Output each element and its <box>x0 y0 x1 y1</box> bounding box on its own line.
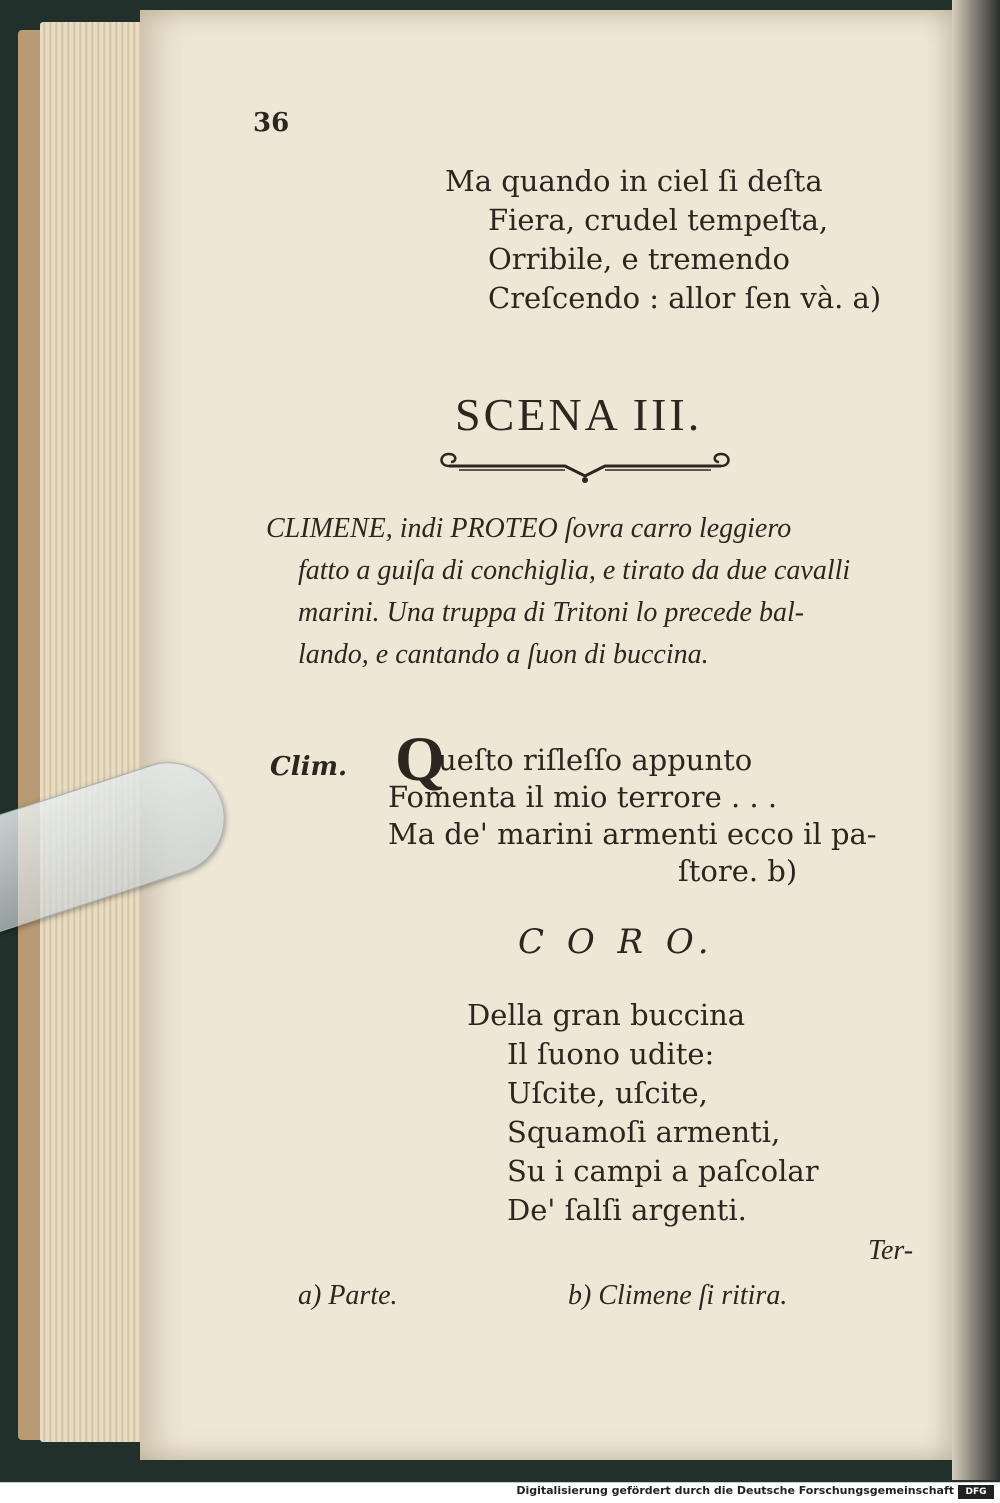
speech-line: ſtore. b) <box>678 854 798 888</box>
chorus-line: Squamoſi armenti, <box>507 1115 781 1149</box>
footnote-b: b) Climene ſi ritira. <box>568 1280 788 1311</box>
stage-direction-line: marini. Una truppa di Tritoni lo precede bal- <box>298 597 805 628</box>
funding-note: Digitalisierung gefördert durch die Deutsche Forschungsgemeinschaft <box>516 1484 954 1497</box>
facing-page-gutter <box>952 0 1000 1480</box>
chorus-line: Su i campi a paſcolar <box>507 1154 819 1188</box>
stage-direction-line: CLIMENE, indi PROTEO ſovra carro leggiero <box>266 513 792 544</box>
bleed-through-text <box>290 168 296 192</box>
speech-line: Fomenta il mio terrore . . . <box>388 780 778 814</box>
catchword: Ter- <box>868 1235 914 1266</box>
chorus-line: Uſcite, uſcite, <box>507 1076 708 1110</box>
chorus-line: Il ſuono udite: <box>507 1037 715 1071</box>
speech-line: Ma de' marini armenti ecco il pa- <box>388 817 877 851</box>
dfg-logo-icon: DFG <box>958 1485 994 1499</box>
page-number: 36 <box>253 108 290 138</box>
chorus-heading: C O R O. <box>518 922 715 962</box>
speaker-name: Clim. <box>270 752 348 782</box>
verse-line: Fiera, crudel tempeſta, <box>488 203 829 237</box>
ornament-divider-icon <box>435 446 735 486</box>
verse-line: Creſcendo : allor ſen và. a) <box>488 281 882 315</box>
footnote-a: a) Parte. <box>298 1280 398 1311</box>
stage-direction-line: lando, e cantando a ſuon di buccina. <box>298 639 709 670</box>
speech-line: ueſto riſleſſo appunto <box>438 743 753 777</box>
scene-heading: SCENA III. <box>455 389 703 440</box>
verse-line: Orribile, e tremendo <box>488 242 790 276</box>
stage-direction-line: fatto a guiſa di conchiglia, e tirato da due cavalli <box>298 555 851 586</box>
drop-capital: Q <box>395 723 445 794</box>
chorus-line: Della gran buccina <box>467 998 746 1032</box>
chorus-line: De' ſalſi argenti. <box>507 1193 747 1227</box>
verse-line: Ma quando in ciel ſi deſta <box>445 164 823 198</box>
